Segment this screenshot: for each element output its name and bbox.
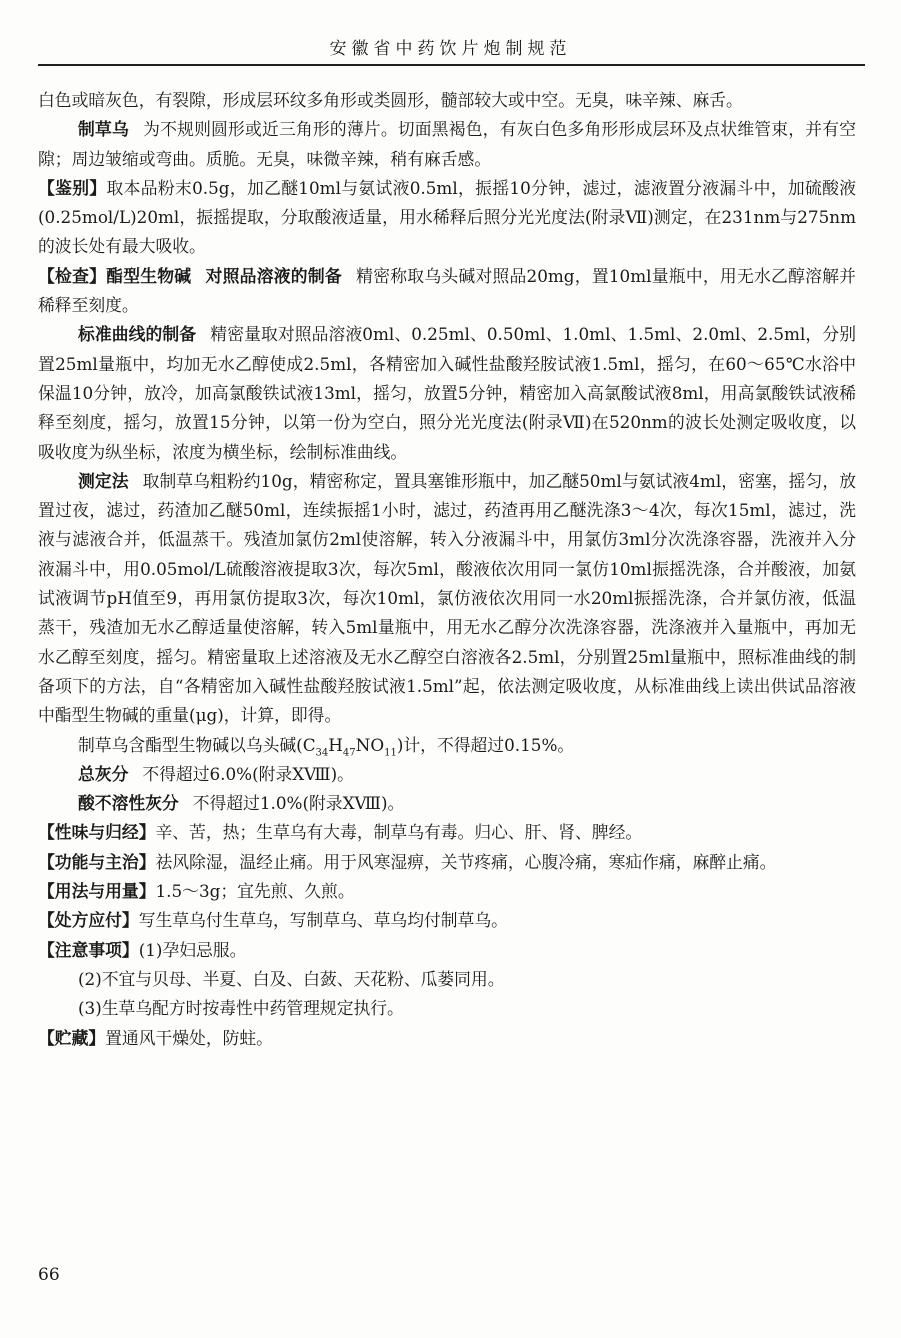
subheading-total-ash: 总灰分 <box>78 763 129 784</box>
paragraph-precaution-2: (2)不宜与贝母、半夏、白及、白蔹、天花粉、瓜蒌同用。 <box>78 968 505 989</box>
running-title: 安徽省中药饮片炮制规范 <box>329 39 572 59</box>
paragraph-assay-method: 测定法 取制草乌粗粉约10g，精密称定，置具塞锥形瓶中，加乙醚50ml与氨试液4ml，密塞，摇匀，放置过夜，滤过，药渣加乙醚50ml，连续振摇1小时，滤过，药渣再用乙醚洗涤3～4次，每次15ml，滤过，洗液与滤液合并，低温蒸干。残渣加氯仿2ml使溶解，转入分液漏斗中，用氯仿3ml分次洗涤容器，洗液并入分液漏斗中，用0.05mol/L硫酸溶液提取3次，每次5ml，酸液依次用同一氯仿10ml振摇洗涤，合并酸液，加氨试液调节pH值至9，再用氯仿提取3次，每次10ml，氯仿液依次用同一水20ml振摇洗涤，合并氯仿液，低温蒸干，残渣加无水乙醇适量使溶解，转入5ml量瓶中，用无水乙醇分次洗涤容器，洗涤液并入量瓶中，再加无水乙醇至刻度，摇匀。精密量取上述溶液及无水乙醇空白溶液各2.5ml，分别置25ml量瓶中，照标准曲线的制备项下的方法，自“各精密加入碱性盐酸羟胺试液1.5ml”起，依法测定吸收度，从标准曲线上读出供试品溶液中酯型生物碱的重量(μg)，计算，即得。 <box>38 470 856 726</box>
section-heading-storage: 【贮藏】 <box>38 1027 106 1048</box>
section-heading-precautions: 【注意事项】 <box>38 939 139 960</box>
paragraph-processed-caowu: 制草乌 为不规则圆形或近三角形的薄片。切面黑褐色，有灰白色多角形形成层环及点状维管束，并有空隙；周边皱缩或弯曲。质脆。无臭，味微辛辣，稍有麻舌感。 <box>38 119 856 169</box>
section-heading-processed-caowu: 制草乌 <box>78 119 129 140</box>
subheading-reference-solution: 对照品溶液的制备 <box>205 265 342 286</box>
paragraph-inspection: 【检查】酯型生物碱 对照品溶液的制备 精密称取乌头碱对照品20mg，置10ml量瓶中，用无水乙醇溶解并稀释至刻度。 <box>38 265 856 316</box>
subheading-acid-insoluble-ash: 酸不溶性灰分 <box>78 793 179 814</box>
section-heading-functions: 【功能与主治】 <box>38 851 156 872</box>
paragraph-functions: 【功能与主治】祛风除湿，温经止痛。用于风寒湿痹，关节疼痛，心腹冷痛，寒疝作痛，麻醉止痛。 <box>38 851 777 872</box>
subheading-standard-curve: 标准曲线的制备 <box>78 324 197 345</box>
paragraph-content-limit: 制草乌含酯型生物碱以乌头碱$(C_{34}H_{47}NO_{11})$计，不得超过0.15%。 <box>78 734 575 758</box>
paragraph-description-continued: 白色或暗灰色，有裂隙，形成层环纹多角形或类圆形，髓部较大或中空。无臭，味辛辣、麻舌。 <box>38 90 743 110</box>
paragraph-nature-taste: 【性味与归经】辛、苦，热；生草乌有大毒，制草乌有毒。归心、肝、肾、脾经。 <box>38 822 643 843</box>
section-heading-identification: 【鉴别】 <box>38 177 107 198</box>
paragraph-precautions: 【注意事项】(1)孕妇忌服。 <box>38 939 247 960</box>
section-heading-usage-dosage: 【用法与用量】 <box>38 881 156 902</box>
header-rule <box>38 64 865 66</box>
paragraph-usage-dosage: 【用法与用量】1.5～3g；宜先煎、久煎。 <box>38 881 355 902</box>
paragraph-storage: 【贮藏】置通风干燥处，防蛀。 <box>38 1027 273 1048</box>
body-text <box>38 86 856 1053</box>
paragraph-identification: 【鉴别】取本品粉末0.5g，加乙醚10ml与氨试液0.5ml，振摇10分钟，滤过，滤液置分液漏斗中，加硫酸液(0.25mol/L)20ml，振摇提取，分取酸液适量，用水稀释后照分光光度法(附录Ⅶ)测定，在231nm与275nm的波长处有最大吸收。 <box>38 177 856 257</box>
subheading-assay-method: 测定法 <box>78 470 129 491</box>
section-heading-nature-taste: 【性味与归经】 <box>38 822 156 843</box>
paragraph-total-ash: 总灰分 不得超过6.0%(附录ⅩⅧ)。 <box>78 763 354 784</box>
paragraph-standard-curve: 标准曲线的制备 精密量取对照品溶液0ml、0.25ml、0.50ml、1.0ml、1.5ml、2.0ml、2.5ml，分别置25ml量瓶中，均加无水乙醇使成2.5ml，各精密加入碱性盐酸羟胺试液1.5ml，摇匀，在60～65℃水浴中保温10分钟，放冷，加高氯酸铁试液13ml，摇匀，放置5分钟，精密加入高氯酸试液8ml，用高氯酸铁试液稀释至刻度，摇匀，放置15分钟，以第一份为空白，照分光光度法(附录Ⅶ)在520nm的波长处测定吸收度，以吸收度为纵坐标，浓度为横坐标，绘制标准曲线。 <box>38 324 856 462</box>
page-number: 66 <box>38 1265 60 1285</box>
section-heading-inspection: 【检查】酯型生物碱 <box>38 265 192 286</box>
section-heading-prescription: 【处方应付】 <box>38 910 139 931</box>
paragraph-precaution-3: (3)生草乌配方时按毒性中药管理规定执行。 <box>78 998 404 1019</box>
paragraph-prescription: 【处方应付】写生草乌付生草乌，写制草乌、草乌均付制草乌。 <box>38 910 508 931</box>
paragraph-acid-insoluble-ash: 酸不溶性灰分 不得超过1.0%(附录ⅩⅧ)。 <box>78 793 405 814</box>
